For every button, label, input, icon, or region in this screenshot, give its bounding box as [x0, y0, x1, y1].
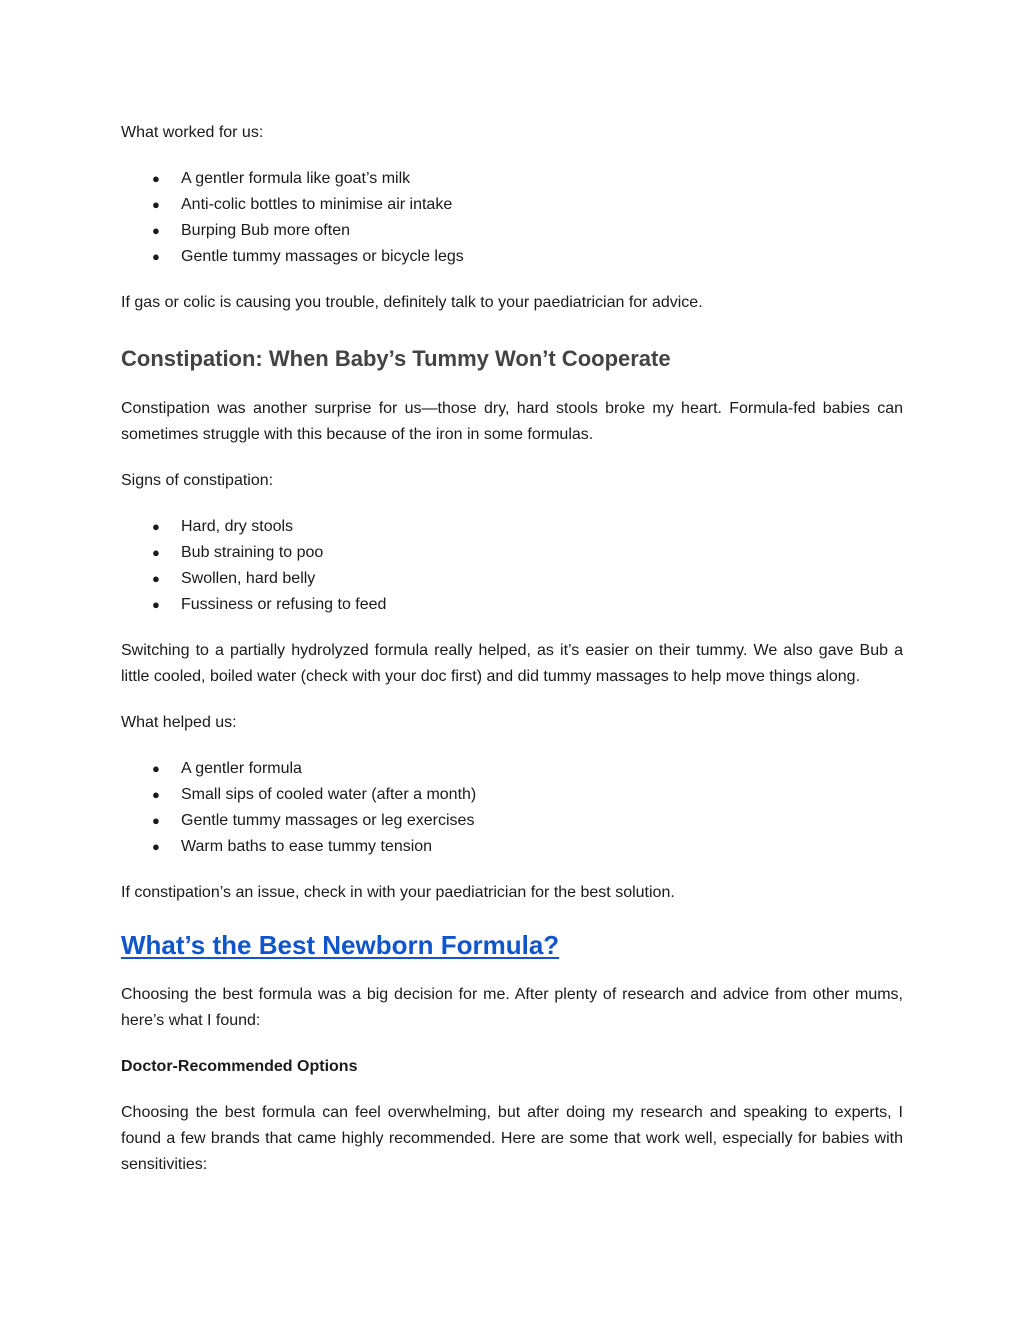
- constipation-advice-paragraph: If constipation’s an issue, check in with your paediatrician for the best solution.: [121, 884, 675, 901]
- list-item: ● Bub straining to poo: [121, 540, 903, 566]
- bullet-icon: ●: [152, 249, 160, 264]
- bullet-icon: ●: [152, 597, 160, 612]
- bullet-icon: ●: [152, 171, 160, 186]
- signs-list: [121, 514, 903, 618]
- switching-paragraph: Switching to a partially hydrolyzed formula really helped, as it’s easier on their tummy. We also gave Bub a little cooled, boiled water (check with your doc first) and did tummy massages to help move things along.: [121, 642, 903, 685]
- bullet-icon: ●: [152, 545, 160, 560]
- helped-list: [121, 756, 903, 860]
- list-item: ● A gentler formula: [121, 756, 903, 782]
- gas-advice-paragraph: If gas or colic is causing you trouble, definitely talk to your paediatrician for advice.: [121, 294, 703, 311]
- list-item: ● Hard, dry stools: [121, 514, 903, 540]
- signs-label: Signs of constipation:: [121, 472, 274, 489]
- list-item: ● Small sips of cooled water (after a month): [121, 782, 903, 808]
- overwhelming-paragraph: Choosing the best formula can feel overwhelming, but after doing my research and speaking to experts, I found a few brands that came highly recommended. Here are some that work well, especially for babies with sensitivities:: [121, 1104, 903, 1173]
- bullet-icon: ●: [152, 787, 160, 802]
- bullet-icon: ●: [152, 813, 160, 828]
- list-item: ● Gentle tummy massages or leg exercises: [121, 808, 903, 834]
- bullet-icon: ●: [152, 223, 160, 238]
- constipation-paragraph: Constipation was another surprise for us—those dry, hard stools broke my heart. Formula-fed babies can sometimes struggle with this because of the iron in some formulas.: [121, 400, 903, 443]
- list-item: ● Warm baths to ease tummy tension: [121, 834, 903, 860]
- best-formula-heading-link[interactable]: What’s the Best Newborn Formula?: [121, 930, 560, 960]
- bullet-icon: ●: [152, 519, 160, 534]
- list-item: ● Swollen, hard belly: [121, 566, 903, 592]
- document-page: [121, 118, 903, 1178]
- constipation-heading: Constipation: When Baby’s Tummy Won’t Cooperate: [121, 346, 671, 371]
- list-item: ● Gentle tummy massages or bicycle legs: [121, 244, 903, 270]
- list-item: ● Burping Bub more often: [121, 218, 903, 244]
- doctor-recommended-subheading: Doctor-Recommended Options: [121, 1058, 358, 1075]
- list-item: ● A gentler formula like goat’s milk: [121, 166, 903, 192]
- bullet-icon: ●: [152, 761, 160, 776]
- bullet-icon: ●: [152, 839, 160, 854]
- bullet-icon: ●: [152, 197, 160, 212]
- choosing-paragraph: Choosing the best formula was a big decision for me. After plenty of research and advice from other mums, here’s what I found:: [121, 986, 903, 1029]
- intro-label: What worked for us:: [121, 124, 264, 141]
- helped-label: What helped us:: [121, 714, 237, 731]
- list-item: ● Anti-colic bottles to minimise air intake: [121, 192, 903, 218]
- bullet-icon: ●: [152, 571, 160, 586]
- list-item: ● Fussiness or refusing to feed: [121, 592, 903, 618]
- worked-list: [121, 166, 903, 270]
